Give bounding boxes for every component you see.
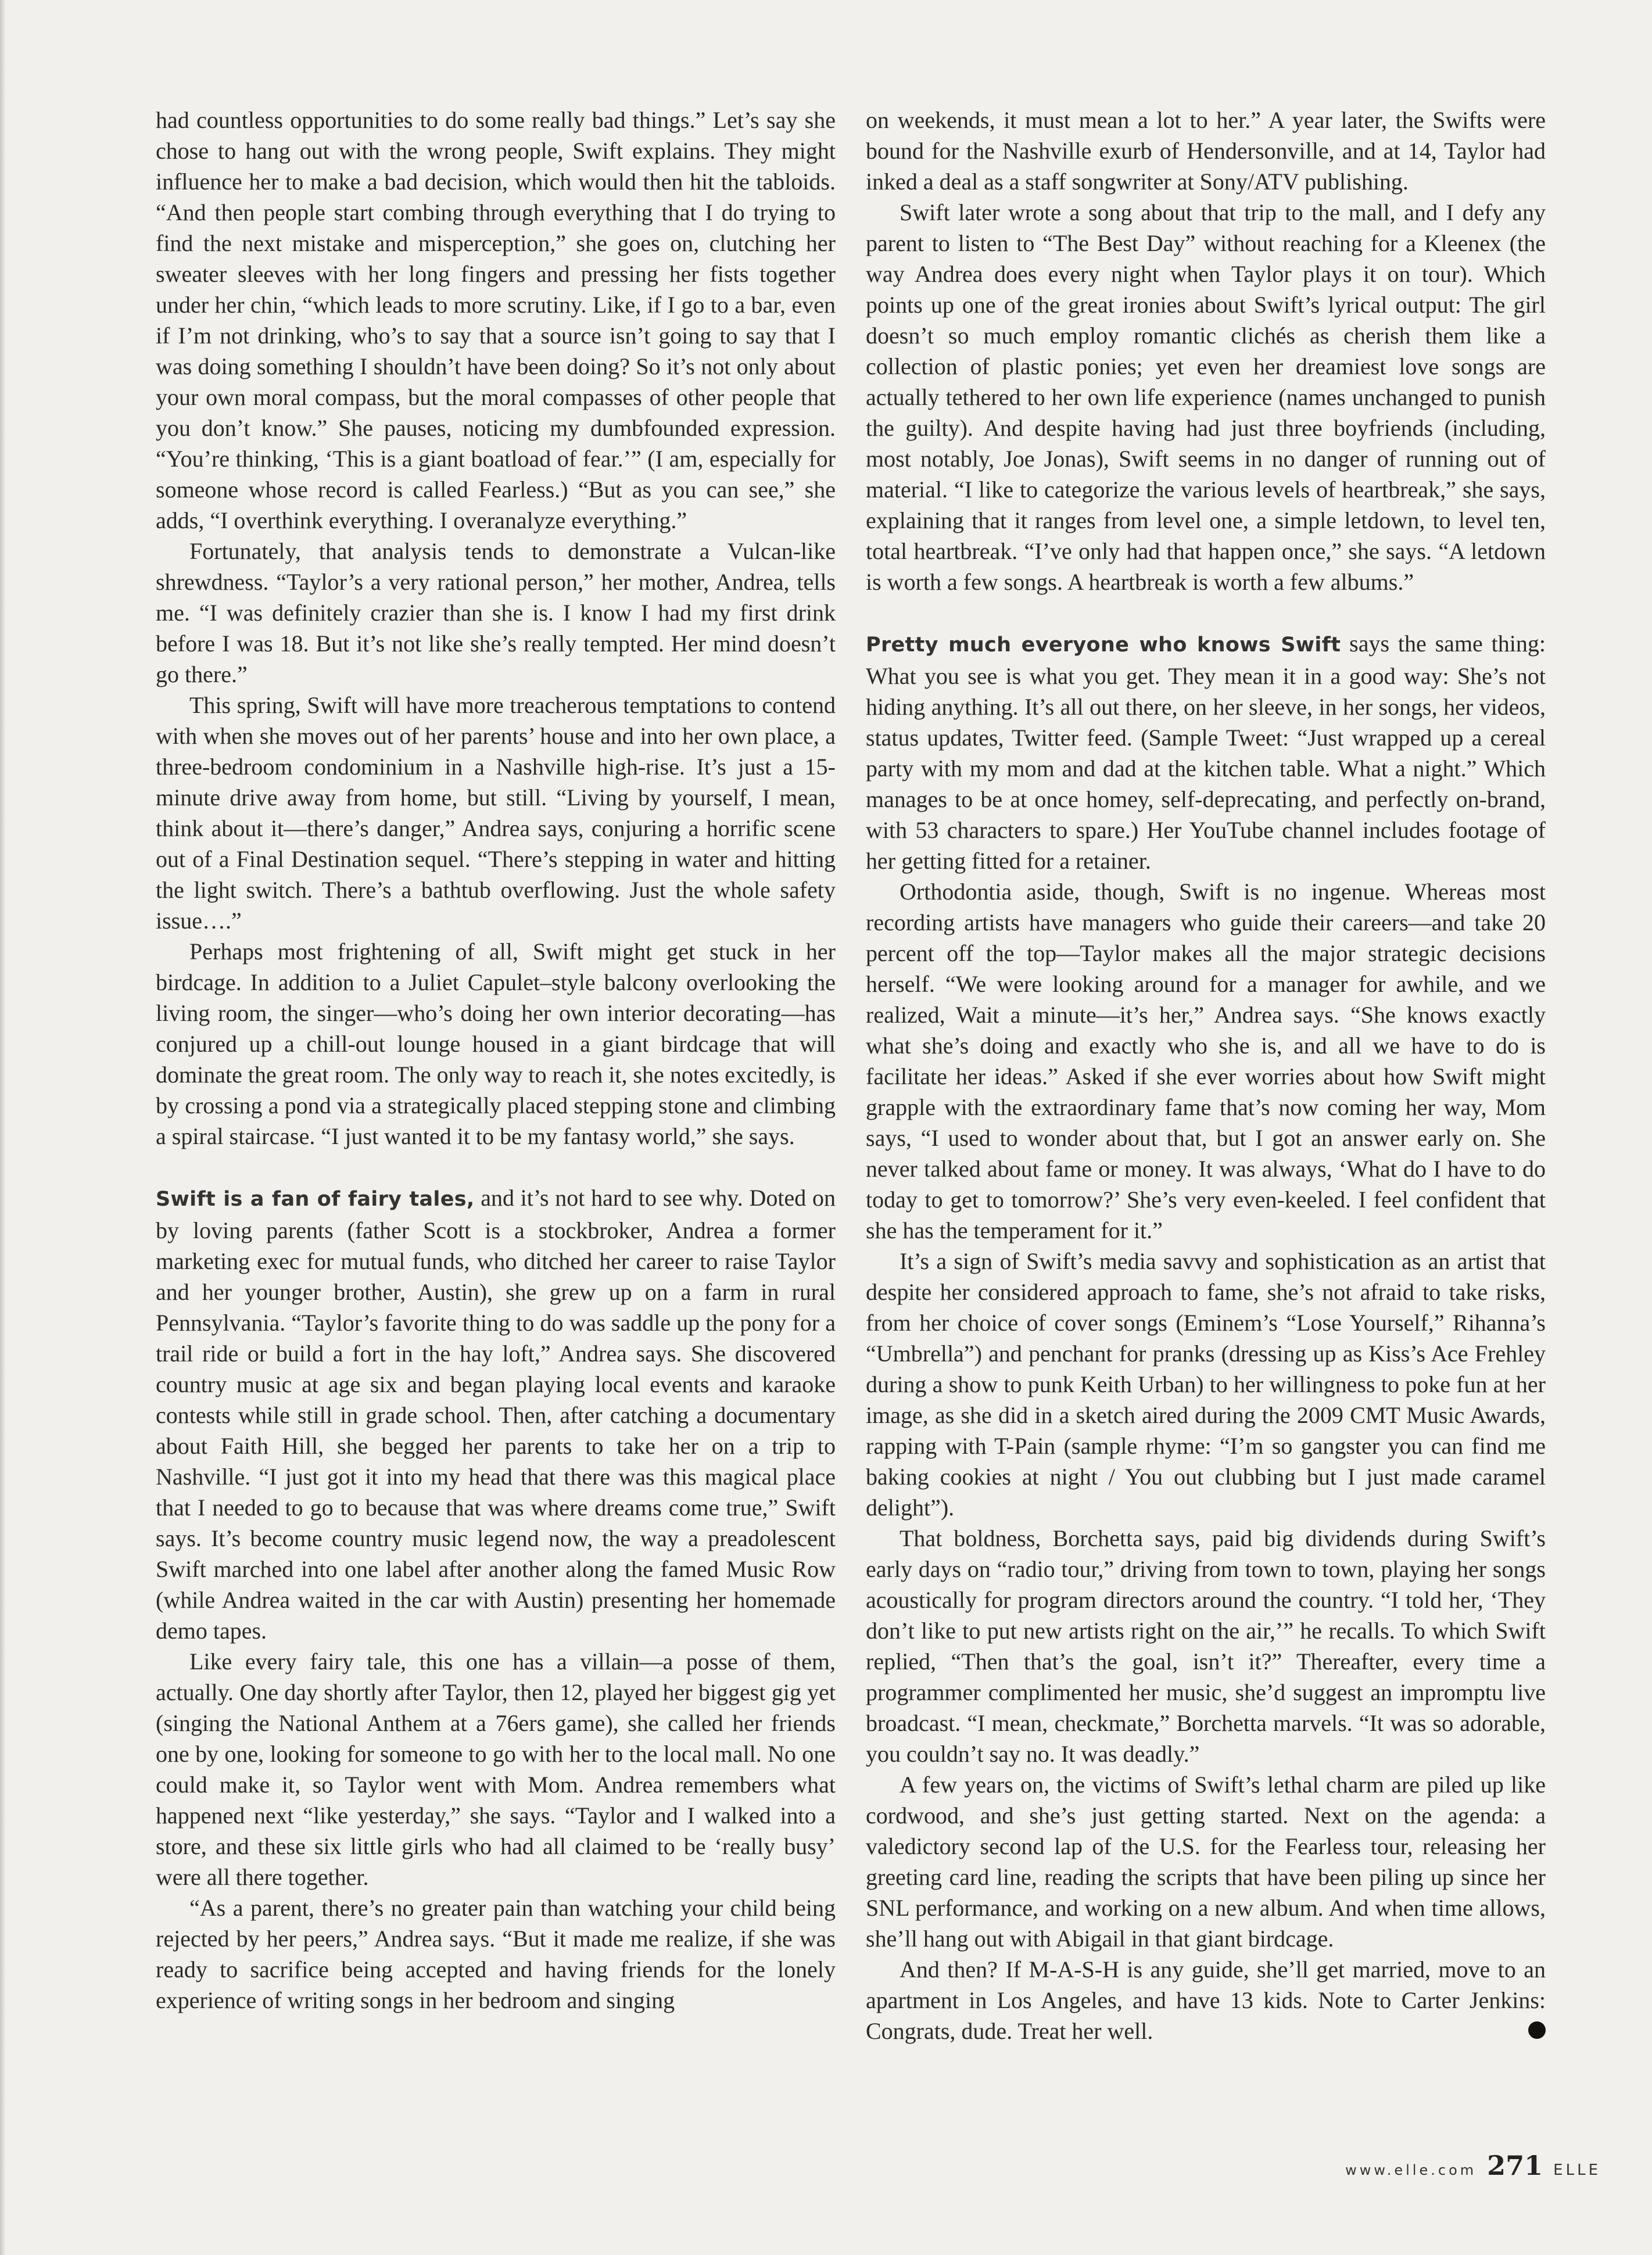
paragraph: Swift later wrote a song about that trip to the mall, and I defy any parent to listen to “The Best Day” without reaching for a Kleenex (the way Andrea does every night when Taylor plays it on tour). Which points up one of the great ironies about Swift’s lyrical output: The girl doesn’t so much employ romantic clichés as cherish them like a collection of plastic ponies; yet even her dreamiest love songs are actually tethered to her own life experience (names unchanged to punish the guilty). And despite having had just three boyfriends (including, most notably, Joe Jonas), Swift seems in no danger of running out of material. “I like to categorize the various levels of heartbreak,” she says, explaining that it ranges from level one, a simple letdown, to level ten, total heartbreak. “I’ve only had that happen once,” she says. “A letdown is worth a few songs. A heartbreak is worth a few albums.” — [866, 199, 1546, 595]
page-footer — [1345, 2150, 1601, 2181]
magazine-name: ELLE — [1553, 2161, 1601, 2179]
paragraph: A few years on, the victims of Swift’s lethal charm are piled up like cordwood, and she’s just getting started. Next on the agenda: a valedictory second lap of the U.S. for the Fearless tour, releasing her greeting card line, reading the scripts that have been piling up since her SNL performance, and working on a new album. And when time allows, she’ll hang out with Abigail in that giant birdcage. — [866, 1772, 1546, 1952]
paragraph: on weekends, it must mean a lot to her.” A year later, the Swifts were bound for the Nashville exurb of Hendersonville, and at 14, Taylor had inked a deal as a staff songwriter at Sony/ATV publishing. — [866, 107, 1546, 195]
paragraph: “As a parent, there’s no greater pain than watching your child being rejected by her peers,” Andrea says. “But it made me realize, if she was ready to sacrifice being accepted and having friends for the lonely experience of writing songs in her bedroom and singing — [156, 1895, 836, 2013]
section-lead-in: Swift is a fan of fairy tales, — [156, 1188, 475, 1211]
section-paragraph — [156, 1182, 836, 1646]
paragraph: Perhaps most frightening of all, Swift might get stuck in her birdcage. In addition to a Juliet Capulet–style balcony overlooking the living room, the singer—who’s doing her own interior decorating—has conjured up a chill-out lounge housed in a giant birdcage that will dominate the great room. The only way to reach it, she notes excitedly, is by crossing a pond via a strategically placed stepping stone and climbing a spiral staircase. “I just wanted it to be my fantasy world,” she says. — [156, 938, 836, 1149]
paragraph: That boldness, Borchetta says, paid big dividends during Swift’s early days on “radio tour,” driving from town to town, playing her songs acoustically for program directors around the country. “I told her, ‘They don’t like to put new artists right on the air,’” he recalls. To which Swift replied, “Then that’s the goal, isn’t it?” Thereafter, every time a programmer complimented her music, she’d suggest an impromptu live broadcast. “I mean, checkmate,” Borchetta marvels. “It was so adorable, you couldn’t say no. It was deadly.” — [866, 1525, 1546, 1767]
paragraph-body: and it’s not hard to see why. Doted on by loving parents (father Scott is a stockbroker, Andrea a former marketing exec for mutual funds, who ditched her career to raise Taylor and her younger brother, Austin), she grew up on a farm in rural Pennsylvania. “Taylor’s favorite thing to do was saddle up the pony for a trail ride or build a fort in the hay loft,” Andrea says. She discovered country music at age six and began playing local events and karaoke contests while still in grade school. Then, after catching a documentary about Faith Hill, she begged her parents to take her on a trip to Nashville. “I just got it into my head that there was this magical place that I needed to go to because that was where dreams come true,” Swift says. It’s become country music legend now, the way a preadolescent Swift marched into one label after another along the famed Music Row (while Andrea waited in the car with Austin) presenting her homemade demo tapes. — [156, 1185, 836, 1644]
end-of-article-bullet-icon — [1528, 2021, 1546, 2039]
paragraph-body: And then? If M-A-S-H is any guide, she’ll get married, move to an apartment in Los Angeles, and have 13 kids. Note to Carter Jenkins: Congrats, dude. Treat her well. — [866, 1956, 1546, 2044]
page-binding-edge — [0, 0, 6, 2255]
paragraph: Orthodontia aside, though, Swift is no ingenue. Whereas most recording artists have managers who guide their careers—and take 20 percent off the top—Taylor makes all the major strategic decisions herself. “We were looking around for a manager for awhile, and we realized, Wait a minute—it’s her,” Andrea says. “She knows exactly what she’s doing and exactly who she is, and all we have to do is facilitate her ideas.” Asked if she ever worries about how Swift might grapple with the extraordinary fame that’s now coming her way, Mom says, “I used to wonder about that, but I got an answer early on. She never talked about fame or money. It was always, ‘What do I have to do today to get to tomorrow?’ She’s very even-keeled. I feel confident that she has the temperament for it.” — [866, 879, 1546, 1243]
paragraph: Fortunately, that analysis tends to demonstrate a Vulcan-like shrewdness. “Taylor’s a very rational person,” her mother, Andrea, tells me. “I was definitely crazier than she is. I know I had my first drink before I was 18. But it’s not like she’s really tempted. Her mind doesn’t go there.” — [156, 538, 836, 687]
paragraph: This spring, Swift will have more treacherous temptations to contend with when she moves out of her parents’ house and into her own place, a three-bedroom condominium in a Nashville high-rise. It’s just a 15-minute drive away from home, but still. “Living by yourself, I mean, think about it—there’s danger,” Andrea says, conjuring a horrific scene out of a Final Destination sequel. “There’s stepping in water and hitting the light switch. There’s a bathtub overflowing. Just the whole safety issue….” — [156, 692, 836, 934]
article-column-right — [866, 105, 1546, 2046]
section-paragraph — [866, 628, 1546, 876]
article-column-left — [156, 105, 836, 2016]
paragraph: Like every fairy tale, this one has a villain—a posse of them, actually. One day shortly after Taylor, then 12, played her biggest gig yet (singing the National Anthem at a 76ers game), she called her friends one by one, looking for someone to go with her to the local mall. No one could make it, so Taylor went with Mom. Andrea remembers what happened next “like yesterday,” she says. “Taylor and I walked into a store, and these six little girls who had all claimed to be ‘really busy’ were all there together. — [156, 1648, 836, 1890]
page-number: 271 — [1487, 2150, 1543, 2181]
paragraph: It’s a sign of Swift’s media savvy and sophistication as an artist that despite her considered approach to fame, she’s not afraid to take risks, from her choice of cover songs (Eminem’s “Lose Yourself,” Rihanna’s “Umbrella”) and penchant for pranks (dressing up as Kiss’s Ace Frehley during a show to punk Keith Urban) to her willingness to poke fun at her image, as she did in a sketch aired during the 2009 CMT Music Awards, rapping with T-Pain (sample rhyme: “I’m so gangster you can find me baking cookies at night / You out clubbing but I just made caramel delight”). — [866, 1248, 1546, 1521]
paragraph-body: says the same thing: What you see is what you get. They mean it in a good way: She’s not hiding anything. It’s all out there, on her sleeve, in her songs, her videos, status updates, Twitter feed. (Sample Tweet: “Just wrapped up a cereal party with my mom and dad at the kitchen table. What a night.” Which manages to be at once homey, self-deprecating, and perfectly on-brand, with 53 characters to spare.) Her YouTube channel includes footage of her getting fitted for a retainer. — [866, 630, 1546, 874]
footer-url: www.elle.com — [1345, 2162, 1477, 2178]
section-lead-in: Pretty much everyone who knows Swift — [866, 633, 1341, 657]
final-paragraph — [866, 1954, 1546, 2046]
paragraph: had countless opportunities to do some really bad things.” Let’s say she chose to hang out with the wrong people, Swift explains. They might influence her to make a bad decision, which would then hit the tabloids. “And then people start combing through everything that I do trying to find the next mistake and misperception,” she goes on, clutching her sweater sleeves with her long fingers and pressing her fists together under her chin, “which leads to more scrutiny. Like, if I go to a bar, even if I’m not drinking, who’s to say that a source isn’t going to say that I was doing something I shouldn’t have been doing? So it’s not only about your own moral compass, but the moral compasses of other people that you don’t know.” She pauses, noticing my dumbfounded expression. “You’re thinking, ‘This is a giant boatload of fear.’” (I am, especially for someone whose record is called Fearless.) “But as you can see,” she adds, “I overthink everything. I overanalyze everything.” — [156, 107, 836, 533]
